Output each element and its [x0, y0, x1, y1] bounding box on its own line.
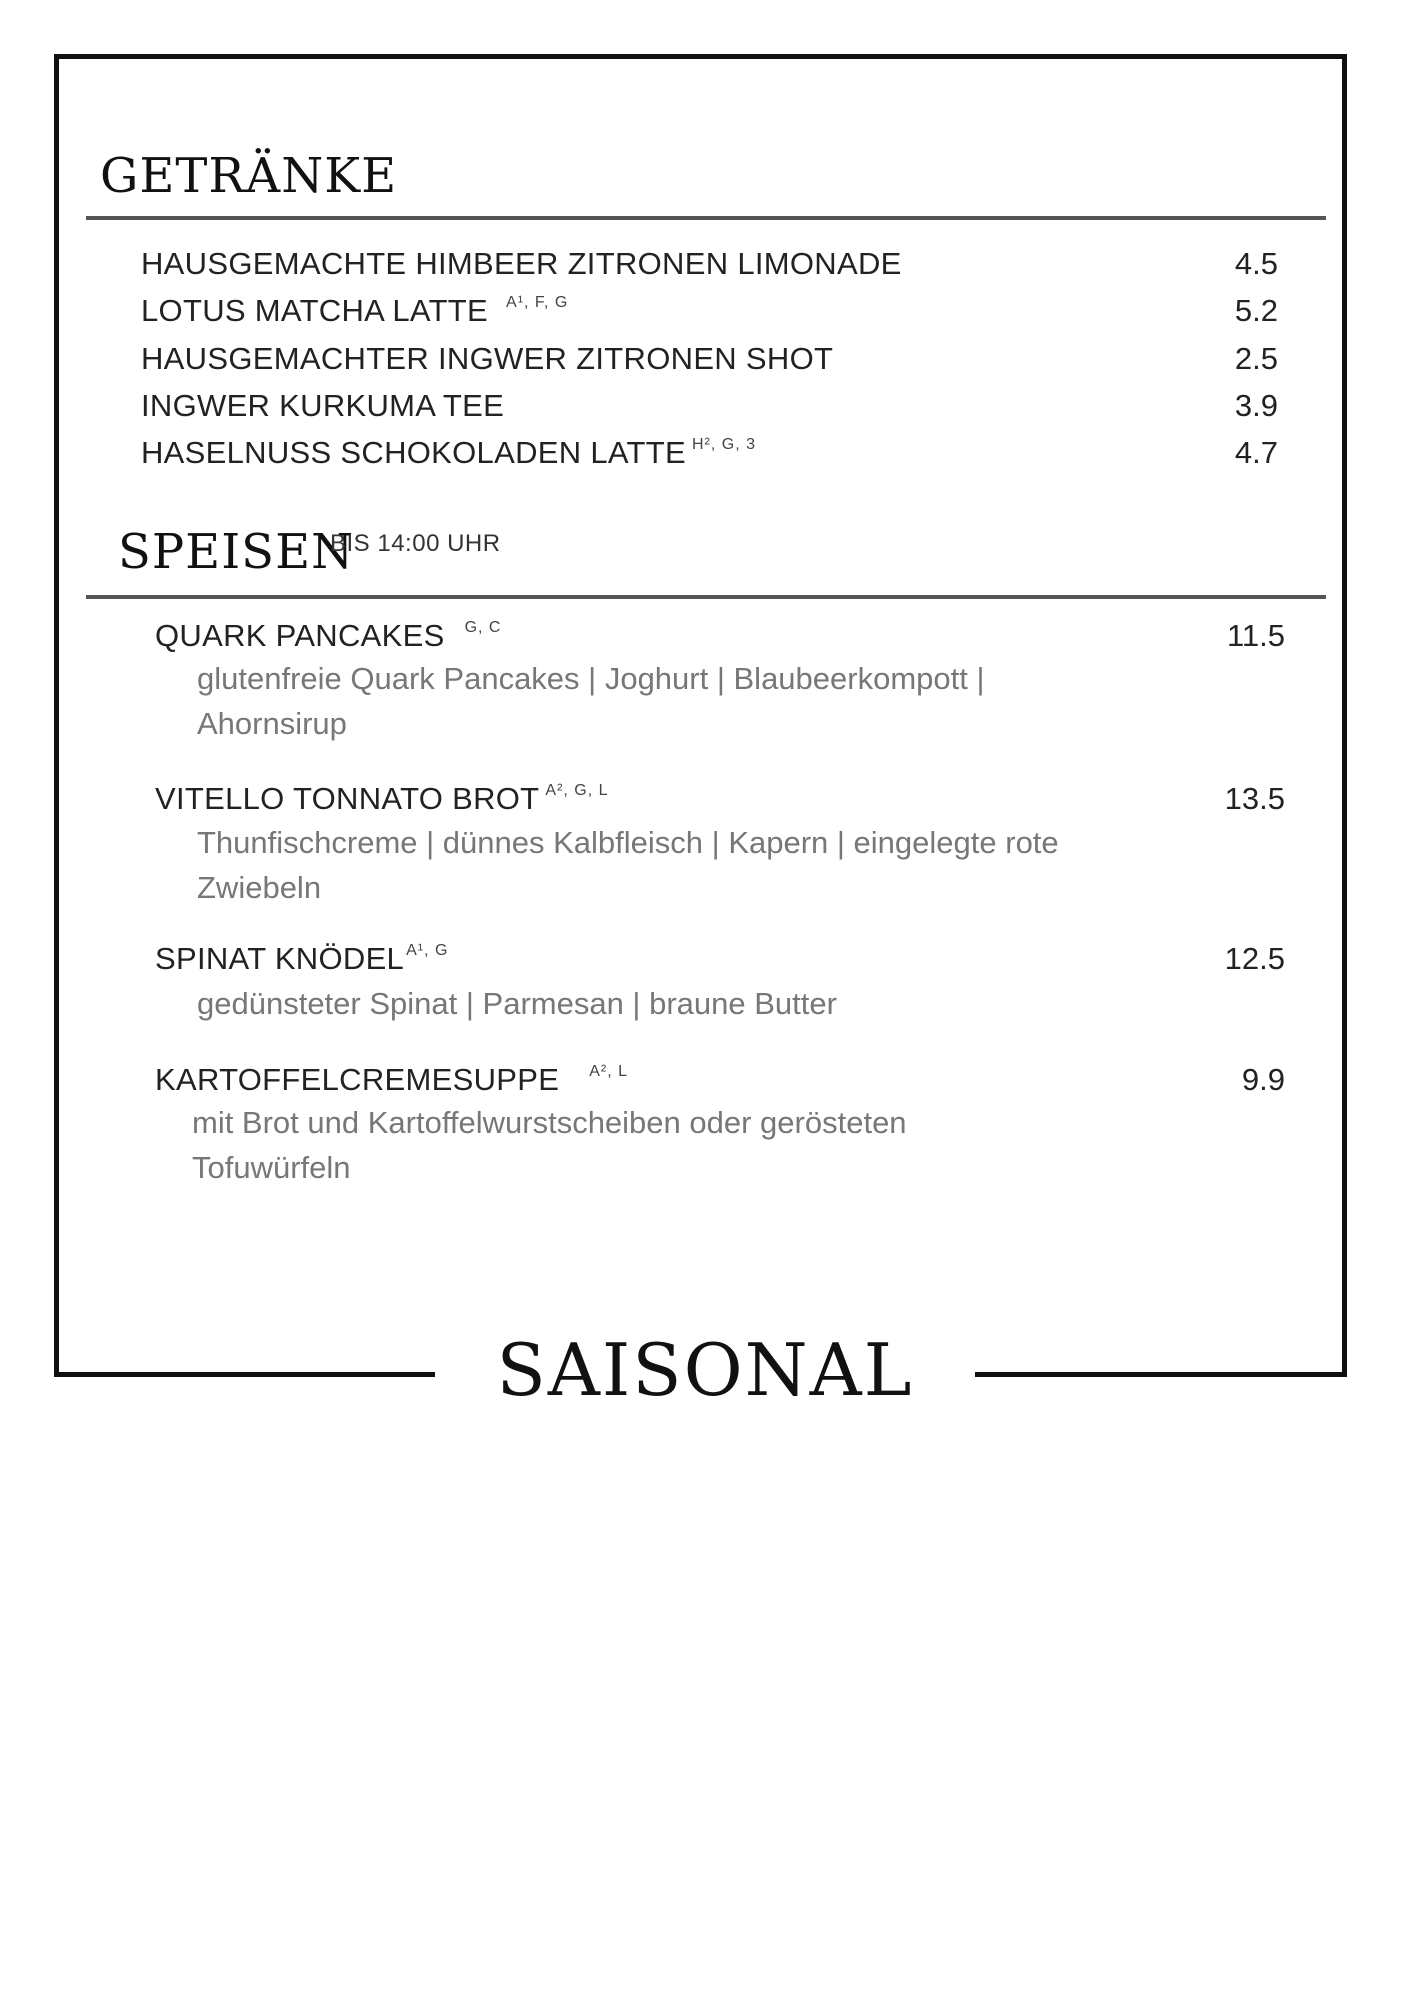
- section-divider: [86, 595, 1326, 599]
- drink-item: [141, 293, 568, 329]
- dish-item: [155, 618, 501, 654]
- dish-price: 12.5: [1224, 941, 1285, 976]
- drink-name: HASELNUSS SCHOKOLADEN LATTE: [141, 435, 686, 470]
- drink-price: 5.2: [1234, 293, 1278, 328]
- drink-name: LOTUS MATCHA LATTE: [141, 293, 489, 328]
- drink-price: 2.5: [1234, 341, 1278, 376]
- drink-item: [141, 246, 902, 282]
- allergen-codes: A¹, G: [406, 942, 449, 959]
- drink-item: [141, 435, 756, 471]
- drink-price: 4.5: [1234, 246, 1278, 281]
- dish-item: [155, 941, 448, 977]
- drink-item: [141, 388, 504, 424]
- allergen-codes: A², L: [589, 1063, 629, 1080]
- dish-name: SPINAT KNÖDEL: [155, 941, 405, 976]
- dish-description: mit Brot und Kartoffelwurstscheiben oder gerösteten Tofuwürfeln: [192, 1105, 907, 1185]
- dish-name: KARTOFFELCREMESUPPE: [155, 1062, 560, 1097]
- section-divider: [86, 216, 1326, 220]
- allergen-codes: A¹, F, G: [506, 294, 569, 311]
- dish-name: QUARK PANCAKES: [155, 618, 445, 653]
- section-title-getraenke: GETRÄNKE: [100, 148, 398, 204]
- drink-name: HAUSGEMACHTER INGWER ZITRONEN SHOT: [141, 341, 834, 376]
- section-subtitle: BIS 14:00 UHR: [330, 530, 501, 557]
- dish-name: VITELLO TONNATO BROT: [155, 781, 540, 816]
- drink-price: 3.9: [1234, 388, 1278, 423]
- allergen-codes: H², G, 3: [692, 436, 757, 453]
- allergen-codes: G, C: [464, 619, 502, 636]
- drink-item: [141, 341, 833, 377]
- dish-item: [155, 781, 609, 817]
- dish-price: 13.5: [1224, 781, 1285, 816]
- dish-description: Thunfischcreme | dünnes Kalbfleisch | Kapern | eingelegte rote Zwiebeln: [197, 825, 1059, 905]
- dish-price: 9.9: [1241, 1062, 1285, 1097]
- dish-description: gedünsteter Spinat | Parmesan | braune Butter: [197, 986, 837, 1021]
- dish-item: [155, 1062, 628, 1098]
- dish-price: 11.5: [1226, 618, 1285, 653]
- section-title-speisen: SPEISEN: [118, 524, 355, 580]
- dish-description: glutenfreie Quark Pancakes | Joghurt | Blaubeerkompott | Ahornsirup: [197, 661, 985, 741]
- allergen-codes: A², G, L: [545, 782, 609, 799]
- drink-name: HAUSGEMACHTE HIMBEER ZITRONEN LIMONADE: [141, 246, 902, 281]
- drink-price: 4.7: [1234, 435, 1278, 470]
- drink-name: INGWER KURKUMA TEE: [141, 388, 505, 423]
- section-title-saisonal: SAISONAL: [496, 1328, 914, 1412]
